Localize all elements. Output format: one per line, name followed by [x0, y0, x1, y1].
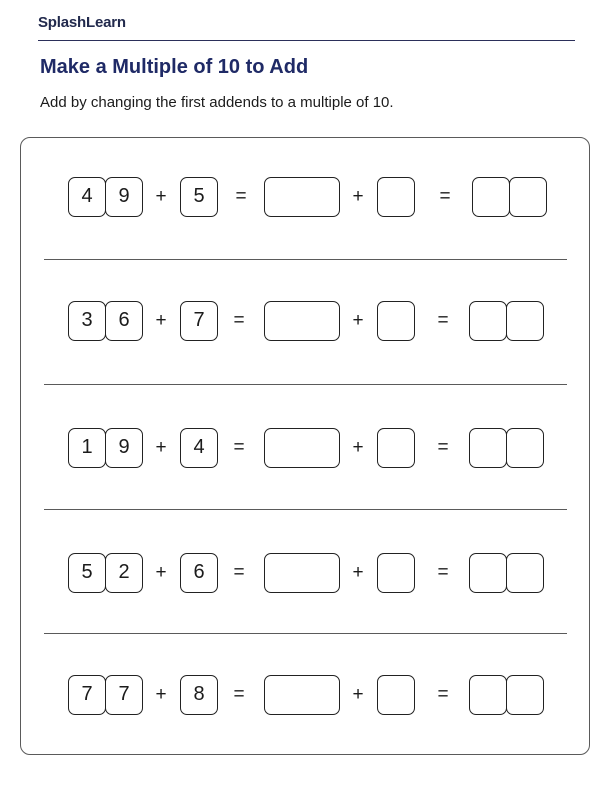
first-addend-ones: 2: [105, 553, 143, 593]
first-addend-ones: 7: [105, 675, 143, 715]
plus-sign: +: [155, 437, 167, 458]
sum-ones-answer-box[interactable]: [509, 177, 547, 217]
row-divider: [44, 633, 567, 634]
plus-sign: +: [352, 186, 364, 207]
remaining-addend-answer-box[interactable]: [377, 177, 415, 217]
equals-sign: =: [437, 684, 449, 705]
equals-sign: =: [233, 437, 245, 458]
first-addend-ones: 9: [105, 428, 143, 468]
sum-tens-answer-box[interactable]: [469, 301, 507, 341]
plus-sign: +: [155, 684, 167, 705]
remaining-addend-answer-box[interactable]: [377, 553, 415, 593]
plus-sign: +: [155, 186, 167, 207]
multiple-of-ten-answer-box[interactable]: [264, 428, 340, 468]
sum-tens-answer-box[interactable]: [472, 177, 510, 217]
second-addend: 6: [180, 553, 218, 593]
plus-sign: +: [155, 310, 167, 331]
plus-sign: +: [352, 684, 364, 705]
sum-ones-answer-box[interactable]: [506, 675, 544, 715]
first-addend-tens: 1: [68, 428, 106, 468]
sum-ones-answer-box[interactable]: [506, 428, 544, 468]
problem-row: [0, 177, 612, 217]
multiple-of-ten-answer-box[interactable]: [264, 177, 340, 217]
problem-row: [0, 553, 612, 593]
row-divider: [44, 384, 567, 385]
first-addend-ones: 6: [105, 301, 143, 341]
page-title: Make a Multiple of 10 to Add: [40, 56, 309, 78]
first-addend-tens: 3: [68, 301, 106, 341]
first-addend-ones: 9: [105, 177, 143, 217]
row-divider: [44, 259, 567, 260]
plus-sign: +: [155, 562, 167, 583]
multiple-of-ten-answer-box[interactable]: [264, 553, 340, 593]
equals-sign: =: [233, 310, 245, 331]
first-addend-tens: 4: [68, 177, 106, 217]
second-addend: 4: [180, 428, 218, 468]
plus-sign: +: [352, 437, 364, 458]
equals-sign: =: [437, 310, 449, 331]
equals-sign: =: [437, 562, 449, 583]
second-addend: 5: [180, 177, 218, 217]
sum-ones-answer-box[interactable]: [506, 553, 544, 593]
equals-sign: =: [233, 684, 245, 705]
header-divider: [38, 40, 575, 41]
brand-logo: SplashLearn: [38, 14, 126, 31]
remaining-addend-answer-box[interactable]: [377, 675, 415, 715]
problem-row: [0, 301, 612, 341]
remaining-addend-answer-box[interactable]: [377, 428, 415, 468]
remaining-addend-answer-box[interactable]: [377, 301, 415, 341]
sum-tens-answer-box[interactable]: [469, 428, 507, 468]
sum-tens-answer-box[interactable]: [469, 675, 507, 715]
problem-row: [0, 675, 612, 715]
second-addend: 7: [180, 301, 218, 341]
first-addend-tens: 7: [68, 675, 106, 715]
plus-sign: +: [352, 310, 364, 331]
equals-sign: =: [235, 186, 247, 207]
equals-sign: =: [439, 186, 451, 207]
multiple-of-ten-answer-box[interactable]: [264, 301, 340, 341]
sum-ones-answer-box[interactable]: [506, 301, 544, 341]
equals-sign: =: [437, 437, 449, 458]
sum-tens-answer-box[interactable]: [469, 553, 507, 593]
first-addend-tens: 5: [68, 553, 106, 593]
second-addend: 8: [180, 675, 218, 715]
multiple-of-ten-answer-box[interactable]: [264, 675, 340, 715]
row-divider: [44, 509, 567, 510]
plus-sign: +: [352, 562, 364, 583]
problem-row: [0, 428, 612, 468]
instructions: Add by changing the first addends to a multiple of 10.: [40, 94, 394, 111]
equals-sign: =: [233, 562, 245, 583]
